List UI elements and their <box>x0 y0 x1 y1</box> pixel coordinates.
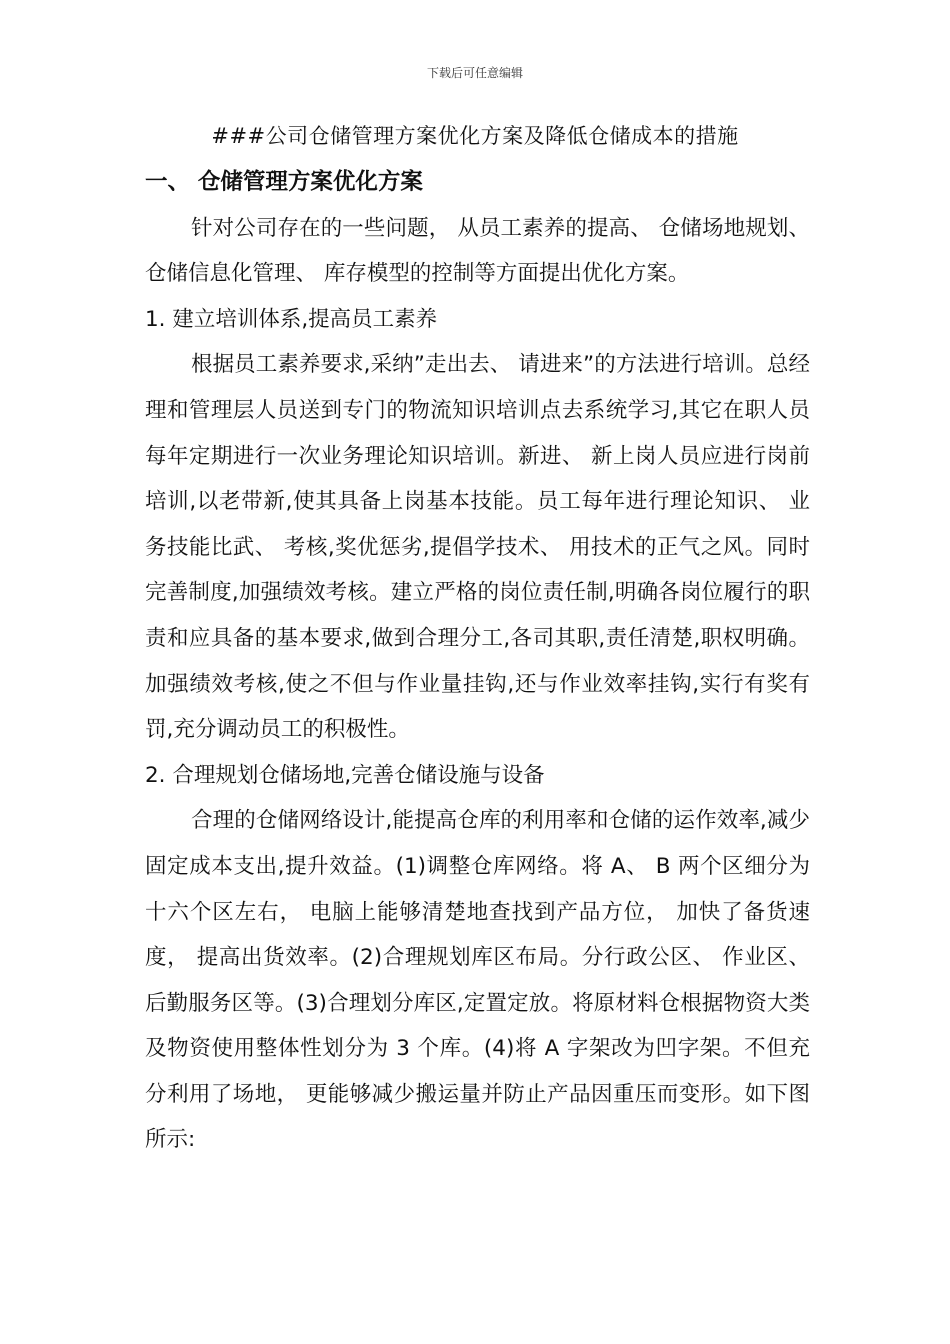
item-heading-1: 1. 建立培训体系,提高员工素养 <box>145 306 438 332</box>
section-heading-1: 一、 仓储管理方案优化方案 <box>145 169 423 195</box>
item-body-1: 根据员工素养要求,采纳”走出去、 请进来”的方法进行培训。总经理和管理层人员送到专门的物流知识培训点去系统学习,其它在职人员每年定期进行一次业务理论知识培训。新进、 新上岗人员应进行岗前培训,以老带新,使其具备上岗基本技能。员工每年进行理论知识、 业务技能比武、 考核,奖优惩劣,提倡学技术、 用技术的正气之风。同时完善制度,加强绩效考核。建立严格的岗位责任制,明确各岗位履行的职责和应具备的基本要求,做到合理分工,各司其职,责任清楚,职权明确。加强绩效考核,使之不但与作业量挂钩,还与作业效率挂钩,实行有奖有罚,充分调动员工的积极性。 <box>145 352 810 743</box>
document-body <box>145 160 810 1163</box>
header-note: 下载后可任意编辑 <box>426 66 523 80</box>
section-intro-paragraph: 针对公司存在的一些问题， 从员工素养的提高、 仓储场地规划、 仓储信息化管理、 库存模型的控制等方面提出优化方案。 <box>145 215 810 287</box>
document-title: ###公司仓储管理方案优化方案及降低仓储成本的措施 <box>211 124 739 148</box>
item-heading-2: 2. 合理规划仓储场地,完善仓储设施与设备 <box>145 762 545 788</box>
item-body-2: 合理的仓储网络设计,能提高仓库的利用率和仓储的运作效率,减少固定成本支出,提升效益。(1)调整仓库网络。将 A、 B 两个区细分为十六个区左右， 电脑上能够清楚地查找到产品方位， 加快了备货速度， 提高出货效率。(2)合理规划库区布局。分行政公区、 作业区、 后勤服务区等。(3)合理划分库区,定置定放。将原材料仓根据物资大类及物资使用整体性划分为 3 个库。(4)将 A 字架改为凹字架。不但充分利用了场地， 更能够减少搬运量并防止产品因重压而变形。如下图所示: <box>145 808 810 1153</box>
